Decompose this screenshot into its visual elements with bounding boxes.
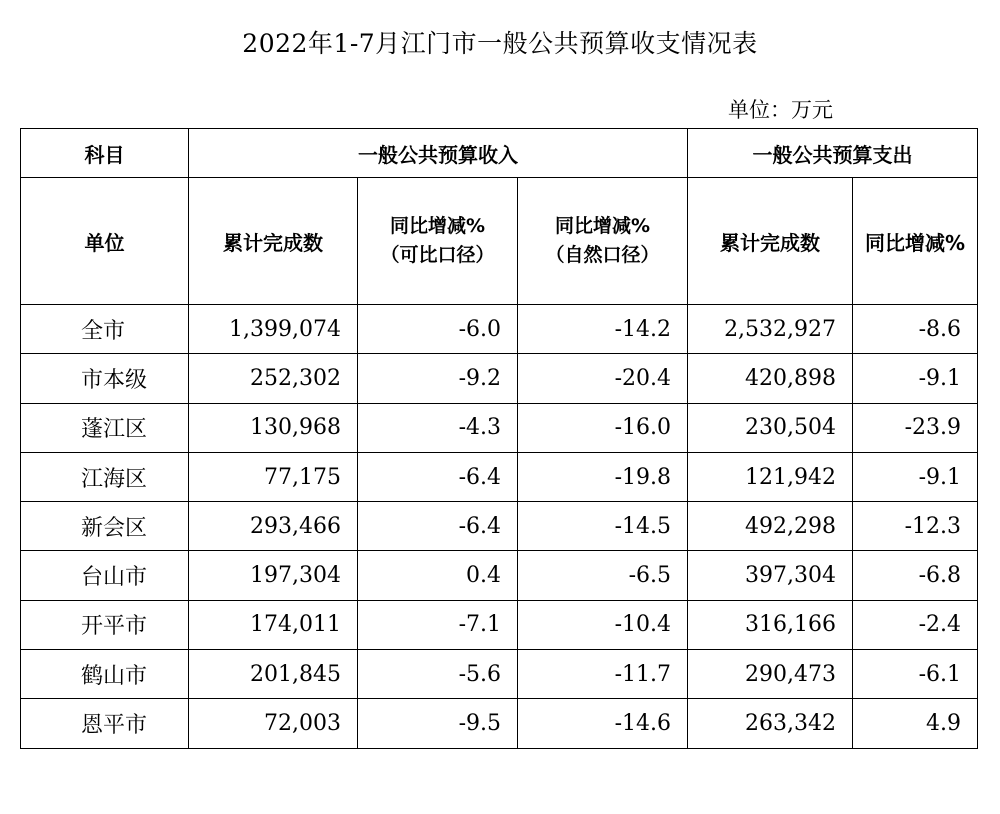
region-name-cell: 市本级 <box>21 354 189 403</box>
income-yoy-comparable-line1: 同比增减% <box>389 215 486 237</box>
expense-yoy-cell: -8.6 <box>853 305 978 354</box>
expense-cumulative-cell: 121,942 <box>688 452 853 501</box>
income-cumulative-cell: 174,011 <box>189 600 358 649</box>
expense-yoy-cell: -6.1 <box>853 650 978 699</box>
income-yoy-natural-cell: -16.0 <box>518 403 688 452</box>
expense-cumulative-cell: 397,304 <box>688 551 853 600</box>
expense-cumulative-cell: 492,298 <box>688 502 853 551</box>
expense-cumulative-header: 累计完成数 <box>688 178 853 305</box>
subject-header: 科目 <box>21 129 189 178</box>
expense-yoy-cell: 4.9 <box>853 699 978 748</box>
table-row <box>21 452 978 501</box>
unit-col-header: 单位 <box>21 178 189 305</box>
income-cumulative-cell: 77,175 <box>189 452 358 501</box>
expense-cumulative-cell: 230,504 <box>688 403 853 452</box>
expense-cumulative-cell: 2,532,927 <box>688 305 853 354</box>
region-name-cell: 台山市 <box>21 551 189 600</box>
income-yoy-comparable-cell: -6.0 <box>358 305 518 354</box>
income-yoy-comparable-cell: -7.1 <box>358 600 518 649</box>
expense-cumulative-cell: 420,898 <box>688 354 853 403</box>
table-row <box>21 403 978 452</box>
income-cumulative-header: 累计完成数 <box>189 178 358 305</box>
income-yoy-comparable-cell: -9.2 <box>358 354 518 403</box>
income-yoy-comparable-cell: -4.3 <box>358 403 518 452</box>
expense-yoy-cell: -2.4 <box>853 600 978 649</box>
table-row <box>21 354 978 403</box>
income-cumulative-cell: 252,302 <box>189 354 358 403</box>
income-cumulative-cell: 201,845 <box>189 650 358 699</box>
region-name-cell: 恩平市 <box>21 699 189 748</box>
income-yoy-comparable-cell: -6.4 <box>358 502 518 551</box>
region-name-cell: 新会区 <box>21 502 189 551</box>
expense-yoy-cell: -23.9 <box>853 403 978 452</box>
expense-yoy-header: 同比增减% <box>853 178 978 305</box>
income-yoy-comparable-header <box>358 178 518 305</box>
income-cumulative-cell: 293,466 <box>189 502 358 551</box>
income-group-header: 一般公共预算收入 <box>189 129 688 178</box>
income-yoy-natural-line2: （自然口径） <box>545 244 660 266</box>
table-row <box>21 650 978 699</box>
income-cumulative-cell: 72,003 <box>189 699 358 748</box>
income-yoy-natural-cell: -14.5 <box>518 502 688 551</box>
income-yoy-natural-line1: 同比增减% <box>554 215 651 237</box>
expense-cumulative-cell: 316,166 <box>688 600 853 649</box>
expense-yoy-cell: -9.1 <box>853 354 978 403</box>
expense-group-header: 一般公共预算支出 <box>688 129 978 178</box>
income-yoy-natural-cell: -11.7 <box>518 650 688 699</box>
income-cumulative-cell: 130,968 <box>189 403 358 452</box>
income-yoy-comparable-cell: 0.4 <box>358 551 518 600</box>
income-yoy-comparable-cell: -5.6 <box>358 650 518 699</box>
budget-table <box>20 128 978 749</box>
expense-yoy-cell: -6.8 <box>853 551 978 600</box>
expense-yoy-cell: -9.1 <box>853 452 978 501</box>
income-yoy-comparable-line2: （可比口径） <box>380 244 495 266</box>
region-name-cell: 鹤山市 <box>21 650 189 699</box>
table-row <box>21 600 978 649</box>
expense-cumulative-cell: 290,473 <box>688 650 853 699</box>
income-yoy-natural-cell: -14.2 <box>518 305 688 354</box>
header-row-2 <box>21 178 978 305</box>
income-yoy-natural-cell: -6.5 <box>518 551 688 600</box>
table-row <box>21 551 978 600</box>
page-title: 2022年1-7月江门市一般公共预算收支情况表 <box>242 29 758 58</box>
table-row <box>21 502 978 551</box>
income-cumulative-cell: 1,399,074 <box>189 305 358 354</box>
income-yoy-natural-cell: -19.8 <box>518 452 688 501</box>
table-row <box>21 305 978 354</box>
region-name-cell: 江海区 <box>21 452 189 501</box>
expense-cumulative-cell: 263,342 <box>688 699 853 748</box>
expense-yoy-cell: -12.3 <box>853 502 978 551</box>
income-cumulative-cell: 197,304 <box>189 551 358 600</box>
income-yoy-comparable-cell: -6.4 <box>358 452 518 501</box>
income-yoy-natural-header <box>518 178 688 305</box>
table-row <box>21 699 978 748</box>
income-yoy-natural-cell: -20.4 <box>518 354 688 403</box>
region-name-cell: 开平市 <box>21 600 189 649</box>
header-row-1 <box>21 129 978 178</box>
income-yoy-natural-cell: -14.6 <box>518 699 688 748</box>
income-yoy-comparable-cell: -9.5 <box>358 699 518 748</box>
region-name-cell: 全市 <box>21 305 189 354</box>
income-yoy-natural-cell: -10.4 <box>518 600 688 649</box>
region-name-cell: 蓬江区 <box>21 403 189 452</box>
unit-label: 单位：万元 <box>728 98 833 122</box>
